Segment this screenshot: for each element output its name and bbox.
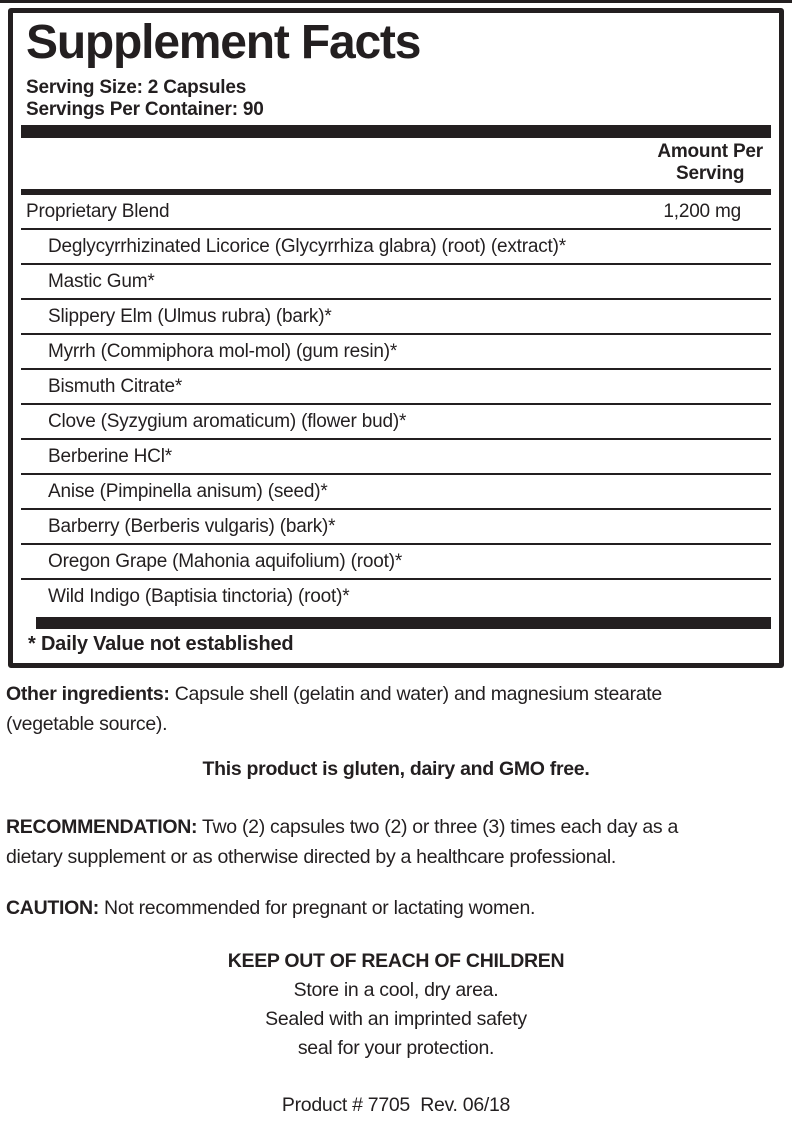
ingredient-row: Wild Indigo (Baptisia tinctoria) (root)* [48,586,350,607]
other-ingredients-label: Other ingredients: [6,683,170,705]
other-ingredients-text: Capsule shell (gelatin and water) and magnesium stearate [169,683,662,705]
proprietary-blend-amount: 1,200 mg [663,201,741,222]
ingredient-row: Oregon Grape (Mahonia aquifolium) (root)* [48,551,403,572]
amount-header-row [21,138,771,185]
ingredient-row: Berberine HCl* [48,446,172,467]
other-ingredients-paragraph [6,679,786,739]
storage-line: Sealed with an imprinted safety [265,1008,527,1030]
caution-line [6,893,786,923]
ingredient-row: Anise (Pimpinella anisum) (seed)* [48,481,328,502]
caution-paragraph [6,893,786,923]
recommendation-line2: dietary supplement or as otherwise directed by a healthcare professional. [6,846,617,868]
amount-header-line2: Serving [676,163,745,184]
recommendation-text: Two (2) capsules two (2) or three (3) times each day as a [197,816,679,838]
recommendation-paragraph [6,812,786,872]
amount-per-serving-header [657,141,763,185]
ingredient-row: Clove (Syzygium aromaticum) (flower bud)* [48,411,407,432]
label-footer [6,679,786,1117]
keep-out-heading: KEEP OUT OF REACH OF CHILDREN [227,950,565,972]
recommendation-label: RECOMMENDATION: [6,816,198,838]
ingredient-row: Mastic Gum* [48,271,155,292]
recommendation-line1 [6,812,786,842]
product-number-line: Product # 7705 Rev. 06/18 [281,1094,511,1116]
ingredient-row: Barberry (Berberis vulgaris) (bark)* [48,516,336,537]
ingredient-row: Deglycyrrhizinated Licorice (Glycyrrhiza glabra) (root) (extract)* [48,236,566,257]
label-top-edge-strip [0,0,792,3]
free-statement: This product is gluten, dairy and GMO free. [202,758,590,780]
amount-header-line1: Amount Per [657,141,763,162]
ingredient-row: Slippery Elm (Ulmus rubra) (bark)* [48,306,332,327]
footnote-divider-bar [36,617,771,629]
storage-line: seal for your protection. [297,1037,495,1059]
storage-line: Store in a cool, dry area. [293,979,499,1001]
caution-label: CAUTION: [6,897,99,919]
header-divider-bar [21,125,771,138]
keep-out-block [6,947,786,1063]
other-ingredients-line2: (vegetable source). [6,713,168,735]
daily-value-footnote: * Daily Value not established [28,633,294,655]
caution-text: Not recommended for pregnant or lactating women. [98,897,536,919]
other-ingredients-line1 [6,679,786,709]
serving-size: Serving Size: 2 Capsules [26,77,247,98]
panel-title: Supplement Facts [26,16,421,69]
ingredient-row: Myrrh (Commiphora mol-mol) (gum resin)* [48,341,398,362]
ingredient-row: Bismuth Citrate* [48,376,183,397]
servings-per-container: Servings Per Container: 90 [26,99,264,120]
proprietary-blend-row [21,195,771,228]
proprietary-blend-name: Proprietary Blend [26,201,170,222]
supplement-facts-panel [8,8,784,668]
